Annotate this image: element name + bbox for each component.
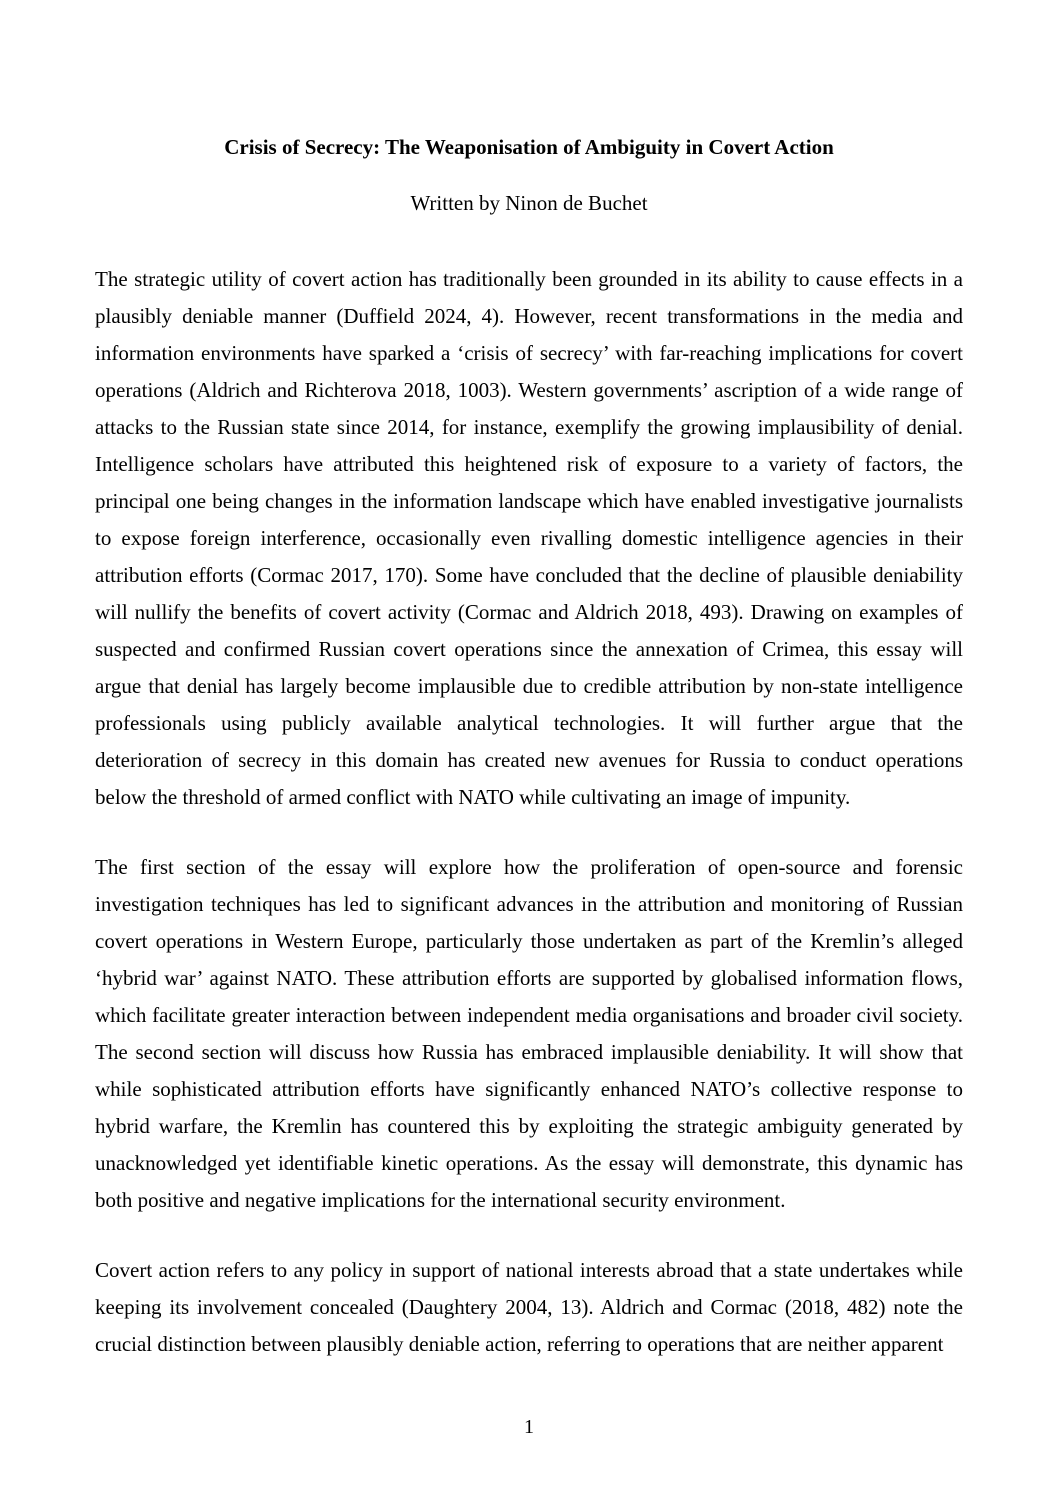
- paragraph-covert-action-definition: Covert action refers to any policy in support of national interests abroad that a state undertakes while keeping its involvement concealed (Daughtery 2004, 13). Aldrich and Cormac (2018, 482) note the crucial distinction between plausibly deniable action, referring to operations that are neither apparent: [95, 1258, 963, 1356]
- byline: Written by Ninon de Buchet: [410, 191, 648, 215]
- paragraph-essay-outline: The first section of the essay will explore how the proliferation of open-source and forensic investigation techniques has led to significant advances in the attribution and monitoring of Russian covert operations in Western Europe, particularly those undertaken as part of the Kremlin’s alleged ‘hybrid war’ against NATO. These attribution efforts are supported by globalised information flows, which facilitate greater interaction between independent media organisations and broader civil society. The second section will discuss how Russia has embraced implausible deniability. It will show that while sophisticated attribution efforts have significantly enhanced NATO’s collective response to hybrid warfare, the Kremlin has countered this by exploiting the strategic ambiguity generated by unacknowledged yet identifiable kinetic operations. As the essay will demonstrate, this dynamic has both positive and negative implications for the international security environment.: [95, 855, 963, 1212]
- page-number: 1: [524, 1416, 534, 1438]
- paragraph-introduction: The strategic utility of covert action has traditionally been grounded in its ability to cause effects in a plausibly deniable manner (Duffield 2024, 4). However, recent transformations in the media and information environments have sparked a ‘crisis of secrecy’ with far-reaching implications for covert operations (Aldrich and Richterova 2018, 1003). Western governments’ ascription of a wide range of attacks to the Russian state since 2014, for instance, exemplify the growing implausibility of denial. Intelligence scholars have attributed this heightened risk of exposure to a variety of factors, the principal one being changes in the information landscape which have enabled investigative journalists to expose foreign interference, occasionally even rivalling domestic intelligence agencies in their attribution efforts (Cormac 2017, 170). Some have concluded that the decline of plausible deniability will nullify the benefits of covert activity (Cormac and Aldrich 2018, 493). Drawing on examples of suspected and confirmed Russian covert operations since the annexation of Crimea, this essay will argue that denial has largely become implausible due to credible attribution by non-state intelligence professionals using publicly available analytical technologies. It will further argue that the deterioration of secrecy in this domain has created new avenues for Russia to conduct operations below the threshold of armed conflict with NATO while cultivating an image of impunity.: [95, 267, 963, 809]
- page-title: Crisis of Secrecy: The Weaponisation of Ambiguity in Covert Action: [224, 135, 834, 159]
